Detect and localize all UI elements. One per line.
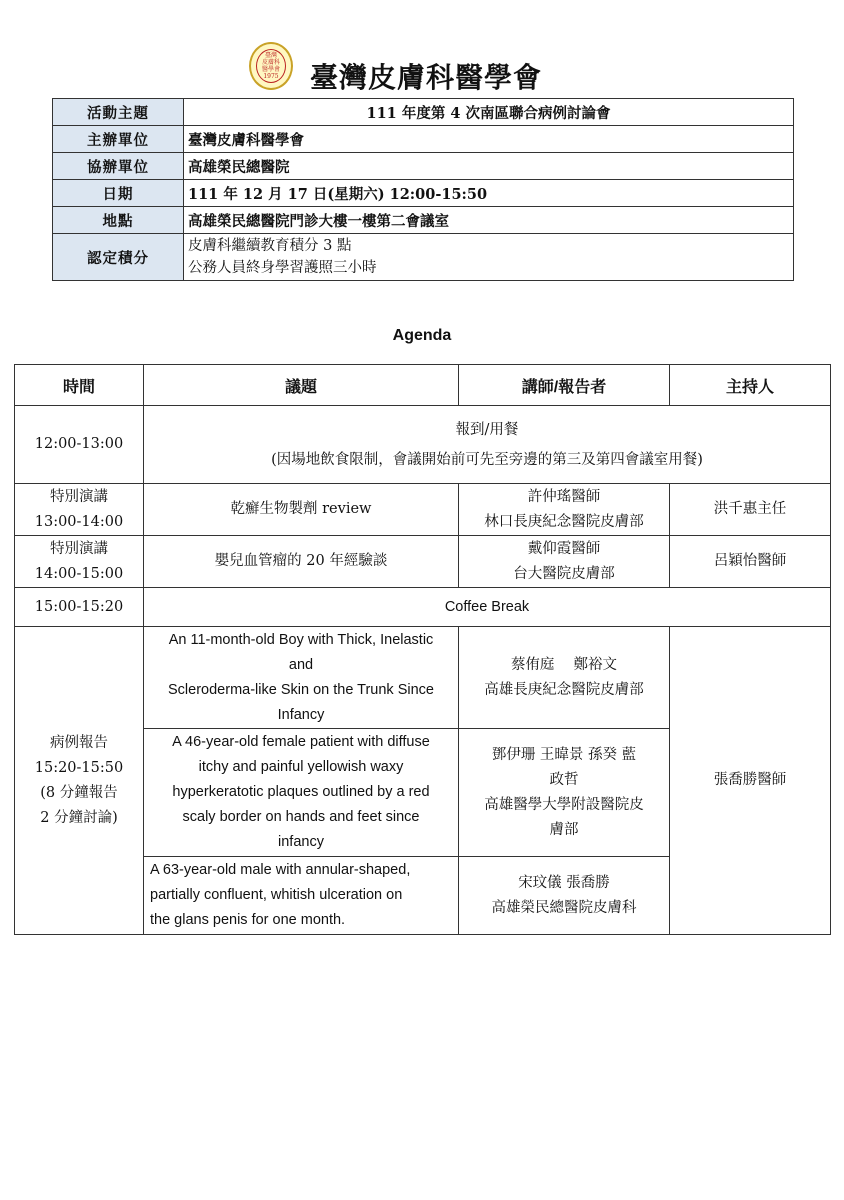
case1-topic-line: Scleroderma-like Skin on the Trunk Since [168,681,434,698]
case2-topic-line: A 46-year-old female patient with diffuse [172,734,430,750]
talk1-topic: 乾癬生物製劑 review [144,484,459,536]
break-topic: Coffee Break [144,588,831,627]
case2-topic [144,729,459,857]
event-info-table [52,98,794,281]
case1-topic-line: Infancy [277,706,325,723]
case2-speaker-cell [459,729,670,857]
talk2-speaker-cell [459,536,670,588]
org-title: 臺灣皮膚科醫學會 [310,61,543,94]
cases-label: 病例報告 [50,734,108,751]
case1-topic-line: An 11-month-old Boy with Thick, Inelastic [168,631,434,648]
info-row-topic [53,99,794,126]
date-label: 日期 [53,180,184,207]
cases-time-cell [15,627,144,935]
case3-topic-line: the glans penis for one month. [150,912,346,928]
logo-text-line: 臺灣 [264,52,277,59]
case3-topic-line: A 63-year-old male with annular-shaped, [150,862,411,878]
talk1-time: 13:00-14:00 [34,513,124,530]
cases-time: 15:20-15:50 [34,759,124,776]
logo-text-line: 醫學會 [261,66,280,73]
case1-topic-line: and [288,656,314,673]
logo-year: 1975 [263,73,279,80]
topic-label: 活動主題 [53,99,184,126]
cases-format-2: 2 分鐘討論) [40,809,118,826]
logo-seal [256,49,286,83]
info-row-credit [53,234,794,281]
talk2-affiliation: 台大醫院皮膚部 [513,565,615,582]
case3-speaker-cell [459,857,670,935]
header-moderator: 主持人 [670,365,831,406]
case3-topic-line: partially confluent, whitish ulceration on [150,887,403,903]
info-row-location [53,207,794,234]
case2-speakers-line: 鄧伊珊 王暐景 孫癸 藍 [491,746,637,763]
case3-speakers: 宋玟儀 張喬勝 [518,874,610,891]
registration-note: (因場地飲食限制，會議開始前可先至旁邊的第三及第四會議室用餐) [271,451,703,468]
talk2-time: 14:00-15:00 [34,565,124,582]
cases-moderator: 張喬勝醫師 [670,627,831,935]
case2-topic-line: hyperkeratotic plaques outlined by a red [172,784,430,800]
talk1-time-cell [15,484,144,536]
agenda-header-row [15,365,831,406]
talk2-moderator: 呂穎怡醫師 [670,536,831,588]
registration-title: 報到/用餐 [455,421,519,438]
case2-affiliation-line: 膚部 [549,821,579,838]
credit-line-2: 公務人員終身學習護照三小時 [188,260,377,276]
talk2-kind: 特別演講 [50,540,108,557]
logo-text-line: 皮膚科 [261,59,280,66]
case2-topic-line: scaly border on hands and feet since [182,809,420,825]
talk1-affiliation: 林口長庚紀念醫院皮膚部 [484,513,644,530]
agenda-title: Agenda [392,327,452,344]
info-row-host [53,126,794,153]
case1-topic [144,627,459,729]
case1-affiliation: 高雄長庚紀念醫院皮膚部 [484,681,644,698]
header-topic: 議題 [144,365,459,406]
talk1-row [15,484,831,536]
topic-value: 111 年度第 4 次南區聯合病例討論會 [184,99,794,126]
talk1-kind: 特別演講 [50,488,108,505]
break-row [15,588,831,627]
society-logo [249,42,293,90]
date-value: 111 年 12 月 17 日(星期六) 12:00-15:50 [184,180,794,207]
case2-topic-line: itchy and painful yellowish waxy [198,759,404,775]
talk2-speaker: 戴仰霞醫師 [527,540,601,557]
cohost-value: 高雄榮民總醫院 [184,153,794,180]
host-value: 臺灣皮膚科醫學會 [184,126,794,153]
location-label: 地點 [53,207,184,234]
talk1-speaker-cell [459,484,670,536]
case2-topic-line: infancy [278,834,324,850]
info-row-date [53,180,794,207]
page-header [0,38,844,98]
header-speaker: 講師/報告者 [459,365,670,406]
case1-speakers: 蔡侑庭 鄭裕文 [510,656,618,673]
header-time: 時間 [15,365,144,406]
host-label: 主辦單位 [53,126,184,153]
agenda-table [14,364,831,935]
registration-row [15,406,831,484]
case2-affiliation-line: 高雄醫學大學附設醫院皮 [484,796,644,813]
talk1-speaker: 許仲瑤醫師 [527,488,601,505]
registration-cell [144,406,831,484]
cohost-label: 協辦單位 [53,153,184,180]
cases-format-1: (8 分鐘報告 [40,784,118,801]
break-time: 15:00-15:20 [15,588,144,627]
talk1-moderator: 洪千惠主任 [670,484,831,536]
location-value: 高雄榮民總醫院門診大樓一樓第二會議室 [184,207,794,234]
case2-speakers-line: 政哲 [549,771,579,788]
case3-affiliation: 高雄榮民總醫院皮膚科 [491,899,637,916]
talk2-row [15,536,831,588]
credit-line-1: 皮膚科繼續教育積分 3 點 [188,238,352,254]
case1-speaker-cell [459,627,670,729]
credit-value [184,234,794,281]
case1-row [15,627,831,729]
case3-topic [144,857,459,935]
talk2-time-cell [15,536,144,588]
talk2-topic: 嬰兒血管瘤的 20 年經驗談 [144,536,459,588]
credit-label: 認定積分 [53,234,184,281]
info-row-cohost [53,153,794,180]
registration-time: 12:00-13:00 [15,406,144,484]
